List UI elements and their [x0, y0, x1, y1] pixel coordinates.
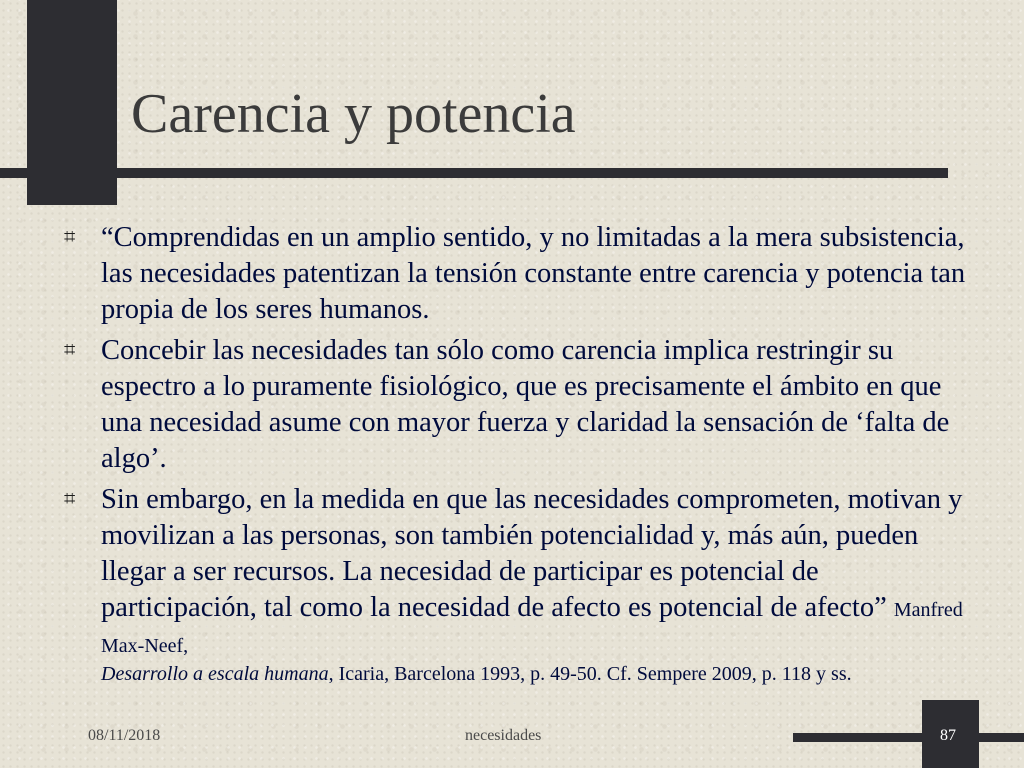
citation-work: Desarrollo a escala humana [101, 663, 329, 685]
bullet-hash-icon: ⌗ [64, 224, 76, 248]
slide-number: 87 [940, 727, 956, 744]
footer-label: necesidades [465, 727, 542, 744]
bullet-text: Concebir las necesidades tan sólo como carencia implica restringir su espectro a lo puramente fisiológico, que es precisamente el ámbito en que una necesidad asume con mayor fuerza y claridad la sensación de ‘falta de algo’. [101, 335, 950, 474]
slide-title: Carencia y potencia [131, 83, 576, 145]
footer-date: 08/11/2018 [88, 727, 161, 744]
decor-bottom-bar [793, 733, 1024, 742]
bullet-item [60, 482, 970, 686]
bullet-item [60, 333, 970, 477]
decor-top-bar [0, 168, 948, 178]
citation-line [101, 662, 970, 686]
bullet-hash-icon: ⌗ [64, 337, 76, 361]
bullet-list [60, 220, 970, 691]
bullet-hash-icon: ⌗ [64, 486, 76, 510]
citation-author: Manfred Max-Neef, [101, 599, 963, 657]
bullet-item [60, 220, 970, 328]
citation-details: , Icaria, Barcelona 1993, p. 49-50. Cf. Sempere 2009, p. 118 y ss. [328, 663, 852, 685]
bullet-text: Sin embargo, en la medida en que las necesidades comprometen, motivan y movilizan a las personas, son también potencialidad y, más aún, pueden llegar a ser recursos. La necesidad de participar es potencial de participación, tal como la necesidad de afecto es potencial de afecto” [101, 484, 963, 623]
bullet-text: “Comprendidas en un amplio sentido, y no limitadas a la mera subsistencia, las necesidades patentizan la tensión constante entre carencia y potencia tan propia de los seres humanos. [101, 222, 966, 325]
